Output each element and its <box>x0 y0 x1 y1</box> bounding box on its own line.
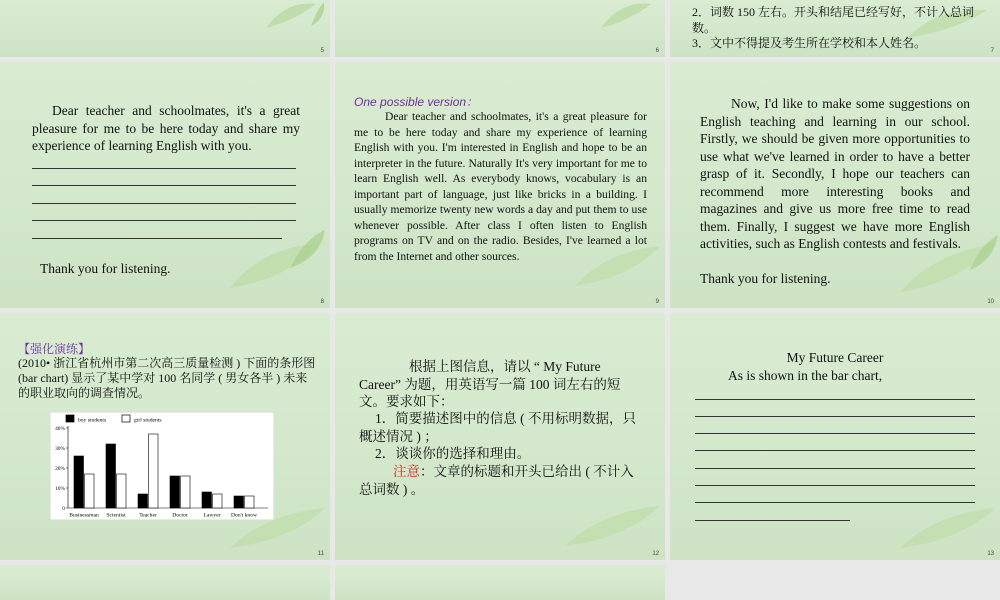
version-heading: One possible version： <box>354 95 479 109</box>
legend-label-0: boy students <box>78 417 107 424</box>
bar-0-3 <box>170 476 180 508</box>
x-tick-label: Doctor <box>172 512 188 519</box>
slide-13[interactable] <box>670 313 1000 560</box>
bar-1-2 <box>149 434 159 508</box>
page-number: 8 <box>320 299 324 305</box>
slide-14[interactable] <box>0 565 330 600</box>
page-number: 10 <box>987 299 994 305</box>
requirement-1: 1．简要描述图中的信息 ( 不用标明数据，只概述情况 ) ； <box>359 411 636 444</box>
answer-line <box>695 485 975 486</box>
slide-12[interactable] <box>335 313 665 560</box>
answer-line <box>695 450 975 451</box>
intro-paragraph: Dear teacher and schoolmates, it's a great pleasure for me to be here today and share my experience of learning English with you. <box>32 103 300 153</box>
y-tick-label: 0 <box>62 506 65 512</box>
bar-1-1 <box>117 474 127 508</box>
slide-11[interactable] <box>0 313 330 560</box>
y-tick-label: 30% <box>55 446 65 452</box>
note-label: 注意 <box>393 464 420 479</box>
essay-title: My Future Career <box>786 350 884 365</box>
bar-0-0 <box>74 456 84 508</box>
slide-6[interactable] <box>335 0 665 57</box>
legend-label-1: girl students <box>134 417 162 424</box>
page-number: 6 <box>655 48 659 54</box>
leaf-decoration-icon <box>555 492 665 552</box>
x-tick-label: Teacher <box>139 512 157 519</box>
answer-line <box>32 168 296 169</box>
sample-essay: Dear teacher and schoolmates, it's a great pleasure for me to be here today and share my experience of learning English with you. I'm interested in English and hope to be an interpreter in the future. Naturally It's very important for me to learn English well. As everybody knows, vocabulary is an important part of language, just like bricks in a building. I usually memorize twenty new words a day and put them to use whenever possible. After class I often listen to English programs on TV and on the radio. Besides, I've learned a lot from the Internet and other sources. <box>354 110 647 263</box>
bar-0-5 <box>234 496 244 508</box>
note-body: ：文章的标题和开头已给出 ( 不计入总词数 ) 。 <box>359 464 634 497</box>
slide-7[interactable] <box>670 0 1000 57</box>
leaf-decoration-icon <box>890 494 1000 554</box>
legend-swatch-0 <box>66 415 74 422</box>
y-tick-label: 10% <box>55 486 65 492</box>
bar-1-3 <box>181 476 191 508</box>
bar-1-0 <box>85 474 95 508</box>
requirement-2: 2．谈谈你的选择和理由。 <box>375 446 531 461</box>
leaf-decoration-icon <box>591 0 661 30</box>
bar-0-2 <box>138 494 148 508</box>
page-number: 13 <box>987 551 994 557</box>
answer-line <box>695 399 975 400</box>
answer-line <box>32 238 282 239</box>
y-tick-label: 40% <box>55 426 65 432</box>
slide-10[interactable] <box>670 62 1000 308</box>
x-tick-label: Lawyer <box>203 512 221 519</box>
answer-line <box>32 185 296 186</box>
task-instruction: 根据上图信息，请以 “ My Future Career” 为题，用英语写一篇 100 词左右的短文。要求如下： <box>359 359 621 409</box>
answer-line <box>695 433 975 434</box>
bar-0-1 <box>106 444 116 508</box>
requirement-3: 3．文中不得提及考生所在学校和本人姓名。 <box>692 36 927 50</box>
answer-line <box>32 203 296 204</box>
answer-line <box>695 502 975 503</box>
slide-5[interactable] <box>0 0 330 57</box>
task-description: (2010• 浙江省杭州市第二次高三质量检测 ) 下面的条形图 (bar chart) 显示了某中学对 100 名同学 ( 男女各半 ) 未来的职业取向的调查情况。 <box>18 356 316 400</box>
x-tick-label: Don't know <box>230 512 258 519</box>
page-number: 12 <box>652 551 659 557</box>
x-tick-label: Scientist <box>106 512 126 519</box>
requirement-2: 2．词数 150 左右。开头和结尾已经写好，不计入总词数。 <box>692 5 975 35</box>
bar-1-4 <box>213 494 223 508</box>
slide-15[interactable] <box>335 565 665 600</box>
practice-tag: 【强化演练】 <box>18 342 91 356</box>
note-text <box>359 463 647 498</box>
answer-line <box>695 468 975 469</box>
career-bar-chart <box>50 412 274 520</box>
page-number: 9 <box>655 299 659 305</box>
slide-8[interactable] <box>0 62 330 308</box>
leaf-decoration-icon <box>256 0 326 30</box>
answer-line <box>32 220 296 221</box>
slide-9[interactable] <box>335 62 665 308</box>
legend-swatch-1 <box>122 415 130 422</box>
suggestion-paragraph: Now, I'd like to make some suggestions on English teaching and learning in our school. Firstly, we should be given more opportunities to use what we've learned in order to have a better grasp of it. Secondly, I hope our teachers can recommend more interesting books and magazines and give us more free time to read them. Finally, I suggest we have more English activities, such as English contests and festivals. <box>700 96 970 251</box>
page-number: 5 <box>320 48 324 54</box>
y-tick-label: 20% <box>55 466 65 472</box>
answer-line <box>695 520 850 521</box>
essay-start: As is shown in the bar chart, <box>728 368 883 383</box>
bar-0-4 <box>202 492 212 508</box>
page-number: 11 <box>317 551 324 557</box>
x-tick-label: Businessman <box>69 512 99 519</box>
closing-text: Thank you for listening. <box>40 261 171 276</box>
answer-line <box>695 416 975 417</box>
page-number: 7 <box>990 48 994 54</box>
closing-text: Thank you for listening. <box>700 271 831 286</box>
bar-1-5 <box>245 496 255 508</box>
